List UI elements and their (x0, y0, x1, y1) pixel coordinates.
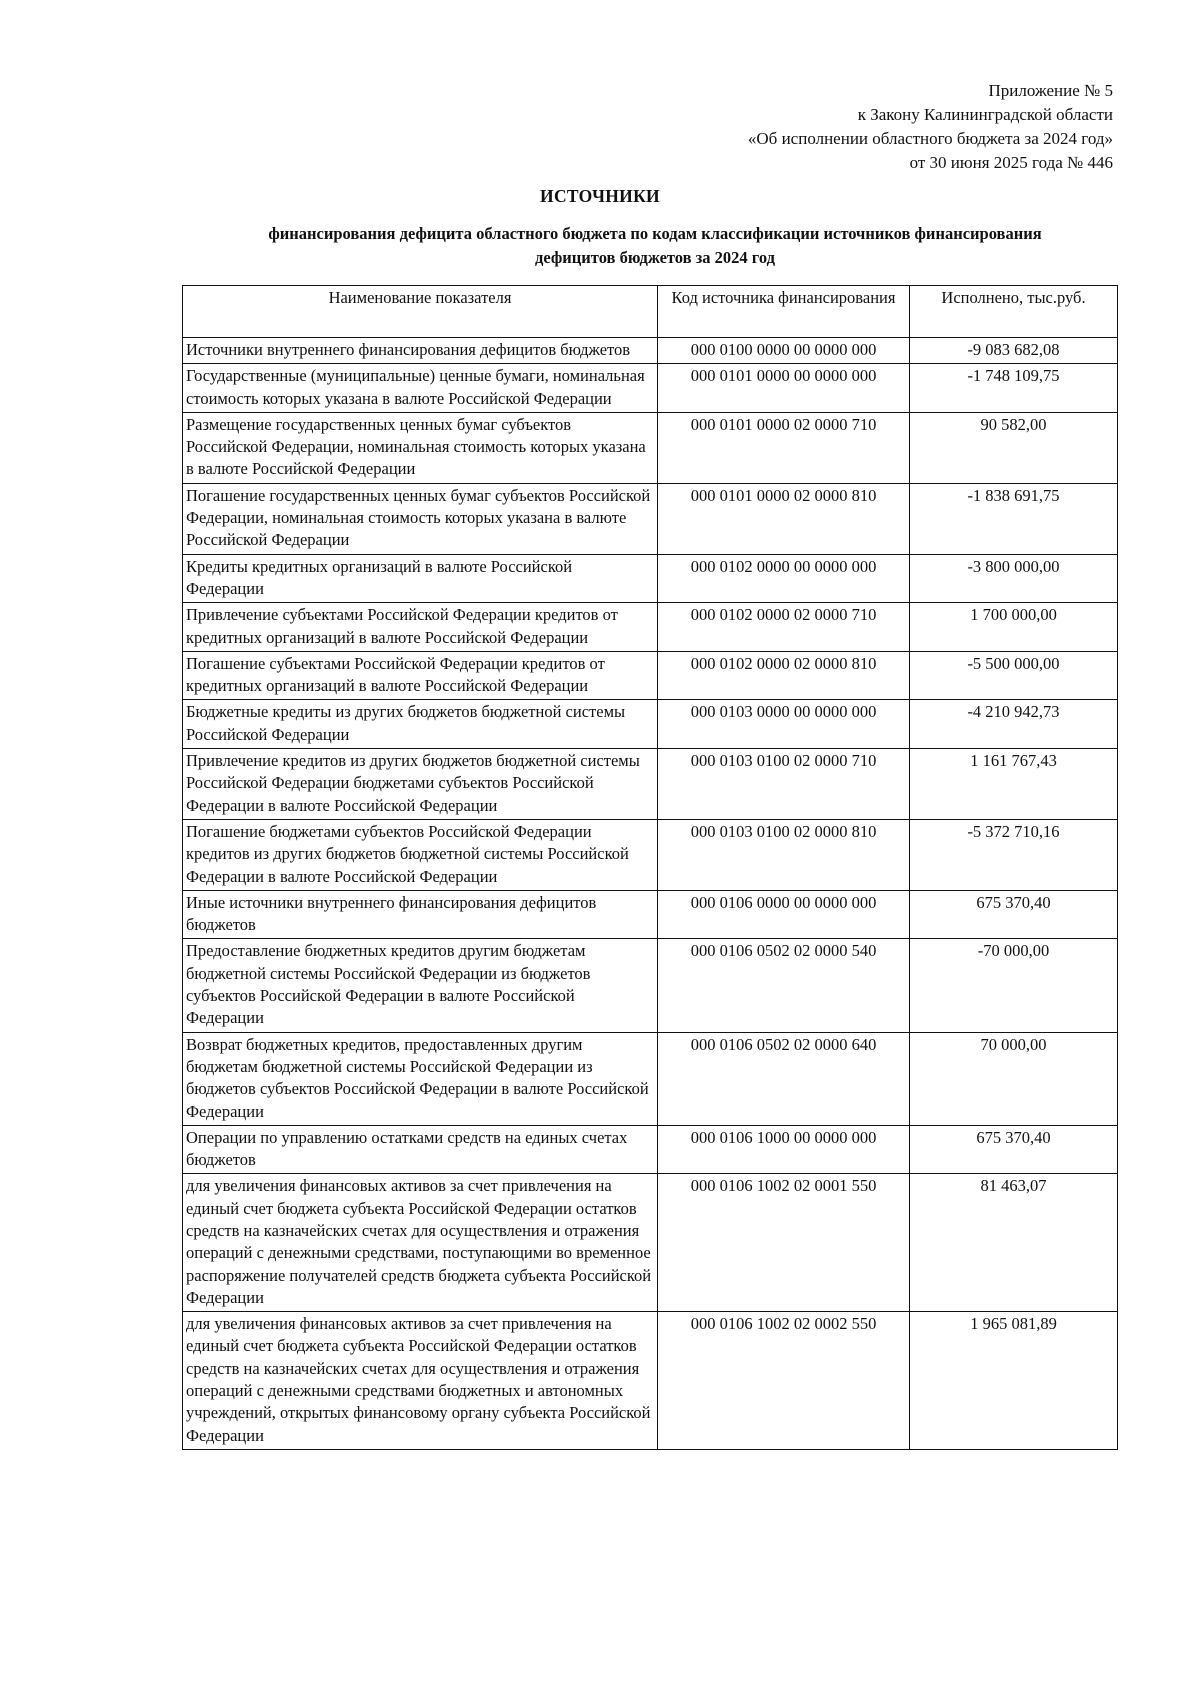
header-source-code: Код источника финансирования (658, 286, 910, 338)
row-executed-amount: 70 000,00 (910, 1032, 1118, 1125)
table-row (183, 749, 1118, 820)
row-indicator-name: Размещение государственных ценных бумаг субъектов Российской Федерации, номинальная стоимость которых указана в валюте Российской Федерации (183, 412, 658, 483)
row-source-code: 000 0106 0502 02 0000 640 (658, 1032, 910, 1125)
row-executed-amount: 1 161 767,43 (910, 749, 1118, 820)
row-source-code: 000 0106 1000 00 0000 000 (658, 1125, 910, 1174)
document-subtitle (190, 222, 1120, 270)
table-row (183, 1312, 1118, 1450)
row-indicator-name: Привлечение субъектами Российской Федерации кредитов от кредитных организаций в валюте Российской Федерации (183, 603, 658, 652)
appendix-header (748, 79, 1113, 175)
row-executed-amount: 1 965 081,89 (910, 1312, 1118, 1450)
table-row (183, 554, 1118, 603)
table-row (183, 1032, 1118, 1125)
appendix-law-date: от 30 июня 2025 года № 446 (909, 153, 1113, 172)
appendix-law-reference: к Закону Калининградской области (857, 105, 1113, 124)
row-indicator-name: Погашение государственных ценных бумаг субъектов Российской Федерации, номинальная стоимость которых указана в валюте Российской Федерации (183, 483, 658, 554)
table-row (183, 939, 1118, 1032)
row-source-code: 000 0106 1002 02 0002 550 (658, 1312, 910, 1450)
table-row (183, 412, 1118, 483)
row-executed-amount: -1 748 109,75 (910, 364, 1118, 413)
appendix-number: Приложение № 5 (988, 81, 1113, 100)
table-body (183, 338, 1118, 1450)
table-row (183, 338, 1118, 364)
table-row (183, 1125, 1118, 1174)
row-executed-amount: 81 463,07 (910, 1174, 1118, 1312)
row-executed-amount: 675 370,40 (910, 890, 1118, 939)
row-source-code: 000 0106 1002 02 0001 550 (658, 1174, 910, 1312)
table-row (183, 1174, 1118, 1312)
row-executed-amount: 1 700 000,00 (910, 603, 1118, 652)
row-indicator-name: Бюджетные кредиты из других бюджетов бюджетной системы Российской Федерации (183, 700, 658, 749)
row-source-code: 000 0101 0000 02 0000 710 (658, 412, 910, 483)
row-executed-amount: 675 370,40 (910, 1125, 1118, 1174)
row-executed-amount: 90 582,00 (910, 412, 1118, 483)
row-source-code: 000 0103 0100 02 0000 810 (658, 819, 910, 890)
table-row (183, 890, 1118, 939)
row-source-code: 000 0103 0100 02 0000 710 (658, 749, 910, 820)
row-executed-amount: -70 000,00 (910, 939, 1118, 1032)
financing-sources-table (182, 285, 1118, 1450)
row-indicator-name: Операции по управлению остатками средств на единых счетах бюджетов (183, 1125, 658, 1174)
row-indicator-name: Предоставление бюджетных кредитов другим бюджетам бюджетной системы Российской Федерации из бюджетов субъектов Российской Федерации в валюте Российской Федерации (183, 939, 658, 1032)
row-source-code: 000 0101 0000 02 0000 810 (658, 483, 910, 554)
row-indicator-name: Привлечение кредитов из других бюджетов бюджетной системы Российской Федерации бюджетами субъектов Российской Федерации в валюте Российской Федерации (183, 749, 658, 820)
row-source-code: 000 0100 0000 00 0000 000 (658, 338, 910, 364)
row-indicator-name: Источники внутреннего финансирования дефицитов бюджетов (183, 338, 658, 364)
row-source-code: 000 0102 0000 00 0000 000 (658, 554, 910, 603)
row-indicator-name: Погашение субъектами Российской Федерации кредитов от кредитных организаций в валюте Российской Федерации (183, 651, 658, 700)
row-indicator-name: для увеличения финансовых активов за счет привлечения на единый счет бюджета субъекта Российской Федерации остатков средств на казначейских счетах для осуществления и отражения операций с денежными средствами бюджетных и автономных учреждений, открытых финансовому органу субъекта Российской Федерации (183, 1312, 658, 1450)
row-executed-amount: -9 083 682,08 (910, 338, 1118, 364)
row-indicator-name: Государственные (муниципальные) ценные бумаги, номинальная стоимость которых указана в валюте Российской Федерации (183, 364, 658, 413)
table-row (183, 651, 1118, 700)
row-source-code: 000 0103 0000 00 0000 000 (658, 700, 910, 749)
row-indicator-name: Возврат бюджетных кредитов, предоставленных другим бюджетам бюджетной системы Российской Федерации из бюджетов субъектов Российской Федерации в валюте Российской Федерации (183, 1032, 658, 1125)
row-executed-amount: -5 500 000,00 (910, 651, 1118, 700)
header-executed-amount: Исполнено, тыс.руб. (910, 286, 1118, 338)
row-indicator-name: Погашение бюджетами субъектов Российской Федерации кредитов из других бюджетов бюджетной системы Российской Федерации в валюте Российской Федерации (183, 819, 658, 890)
header-indicator-name: Наименование показателя (183, 286, 658, 338)
row-executed-amount: -3 800 000,00 (910, 554, 1118, 603)
row-executed-amount: -1 838 691,75 (910, 483, 1118, 554)
document-subtitle-line-2: дефицитов бюджетов за 2024 год (535, 248, 775, 267)
row-indicator-name: для увеличения финансовых активов за счет привлечения на единый счет бюджета субъекта Российской Федерации остатков средств на казначейских счетах для осуществления и отражения операций с денежными средствами, поступающими во временное распоряжение получателей средств бюджета субъекта Российской Федерации (183, 1174, 658, 1312)
row-source-code: 000 0106 0502 02 0000 540 (658, 939, 910, 1032)
row-source-code: 000 0106 0000 00 0000 000 (658, 890, 910, 939)
table-row (183, 819, 1118, 890)
document-subtitle-line-1: финансирования дефицита областного бюджета по кодам классификации источников финансирования (268, 224, 1042, 243)
document-title: ИСТОЧНИКИ (540, 186, 660, 206)
row-source-code: 000 0101 0000 00 0000 000 (658, 364, 910, 413)
row-executed-amount: -5 372 710,16 (910, 819, 1118, 890)
table-row (183, 483, 1118, 554)
row-source-code: 000 0102 0000 02 0000 810 (658, 651, 910, 700)
row-indicator-name: Иные источники внутреннего финансирования дефицитов бюджетов (183, 890, 658, 939)
appendix-law-title: «Об исполнении областного бюджета за 2024 год» (747, 129, 1113, 148)
row-indicator-name: Кредиты кредитных организаций в валюте Российской Федерации (183, 554, 658, 603)
row-executed-amount: -4 210 942,73 (910, 700, 1118, 749)
table-row (183, 364, 1118, 413)
table-row (183, 700, 1118, 749)
row-source-code: 000 0102 0000 02 0000 710 (658, 603, 910, 652)
table-header-row (183, 286, 1118, 338)
table-row (183, 603, 1118, 652)
